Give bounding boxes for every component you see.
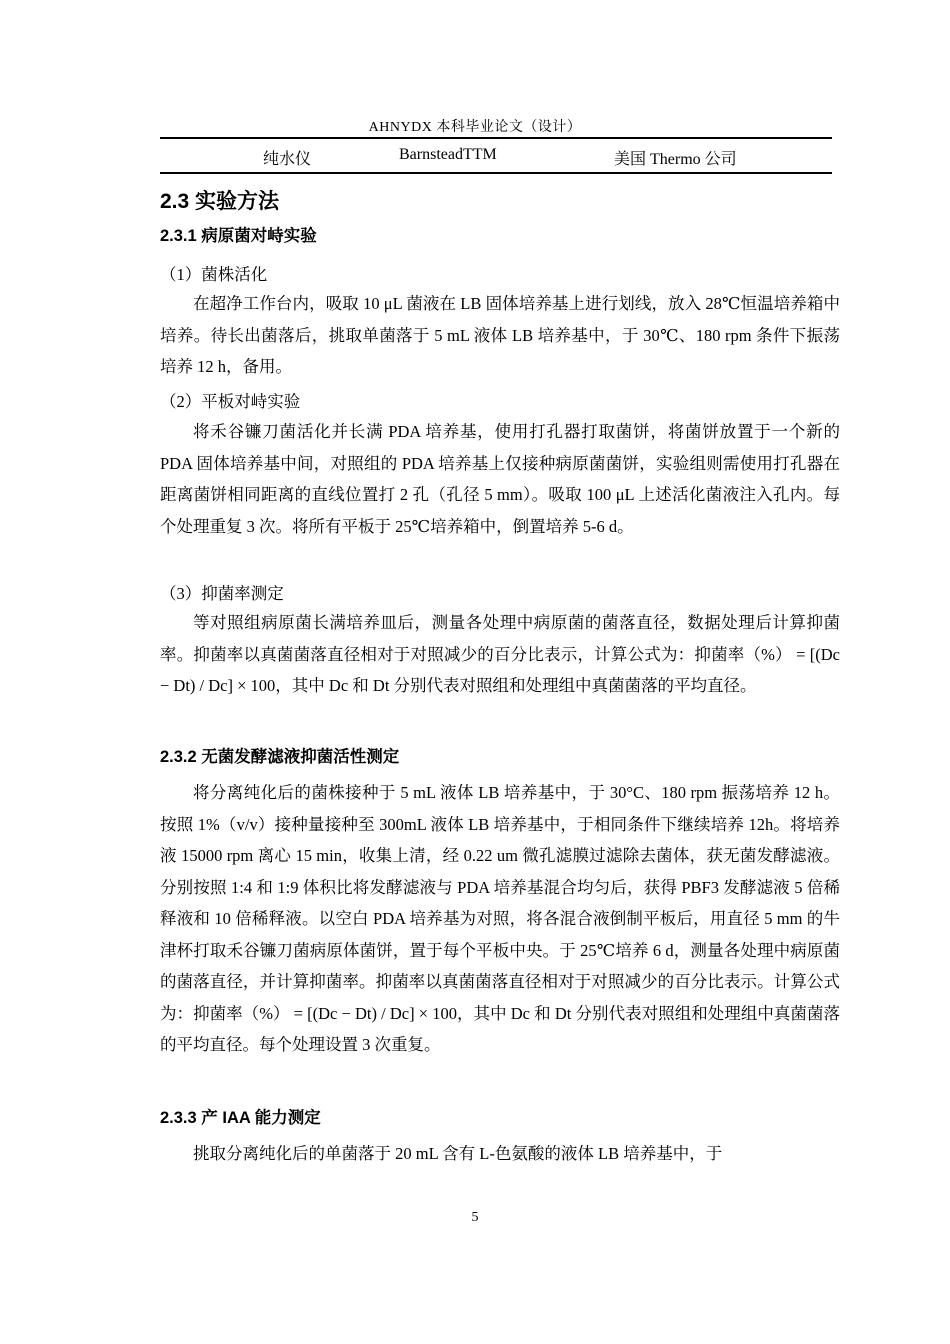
table-cell-maker: 美国 Thermo 公司 (614, 151, 737, 168)
step-3-title: （3）抑菌率测定 (160, 584, 284, 603)
header-rule (160, 137, 832, 139)
step-1-title: （1）菌株活化 (160, 265, 268, 284)
page-number: 5 (471, 1210, 479, 1225)
subsection-2-3-3-title: 2.3.3 产 IAA 能力测定 (160, 1109, 321, 1127)
subsection-2-3-3-paragraph: 挑取分离纯化后的单菌落于 20 mL 含有 L-色氨酸的液体 LB 培养基中，于 (193, 1144, 723, 1163)
subsection-2-3-1-title: 2.3.1 病原菌对峙实验 (160, 227, 317, 245)
step-2-title: （2）平板对峙实验 (160, 392, 301, 411)
page-header: AHNYDX 本科毕业论文（设计） (368, 120, 582, 135)
table-bottom-rule (160, 172, 832, 174)
subsection-2-3-2-paragraph: 将分离纯化后的菌株接种于 5 mL 液体 LB 培养基中，于 30°C、180 rpm 振荡培养 12 h。按照 1%（v/v）接种量接种至 300mL 液体 LB 培养基中，于相同条件下继续培养 12h。将培养液 15000 rpm 离心 15 min，收集上清，经 0.22 um 微孔滤膜过滤除去菌体，获无菌发酵滤液。分别按照 1:4 和 1:9 体积比将发酵滤液与 PDA 培养基混合均匀后，获得 PBF3 发酵滤液 5 倍稀释液和 10 倍稀释液。以空白 PDA 培养基为对照，将各混合液倒制平板后，用直径 5 mm 的牛津杯打取禾谷镰刀菌病原体菌饼，置于每个平板中央。于 25℃培养 6 d，测量各处理中病原菌的菌落直径，并计算抑菌率。抑菌率以真菌菌落直径相对于对照减少的百分比表示。计算公式为：抑菌率（%） = [(Dc − Dt) / Dc] × 100，其中 Dc 和 Dt 分别代表对照组和处理组中真菌菌落的平均直径。每个处理设置 3 次重复。 (160, 783, 840, 1054)
table-cell-name: 纯水仪 (263, 151, 312, 168)
step-3-paragraph: 等对照组病原菌长满培养皿后，测量各处理中病原菌的菌落直径，数据处理后计算抑菌率。抑菌率以真菌菌落直径相对于对照减少的百分比表示，计算公式为：抑菌率（%） = [(Dc − Dt) / Dc] × 100，其中 Dc 和 Dt 分别代表对照组和处理组中真菌菌落的平均直径。 (160, 613, 840, 695)
table-row (160, 146, 832, 168)
step-2-paragraph: 将禾谷镰刀菌活化并长满 PDA 培养基，使用打孔器打取菌饼，将菌饼放置于一个新的 PDA 固体培养基中间，对照组的 PDA 培养基上仅接种病原菌菌饼，实验组则需使用打孔器在距离菌饼相同距离的直线位置打 2 孔（孔径 5 mm）。吸取 100 μL 上述活化菌液注入孔内。每个处理重复 3 次。将所有平板于 25℃培养箱中，倒置培养 5-6 d。 (160, 422, 840, 536)
subsection-2-3-2-title: 2.3.2 无菌发酵滤液抑菌活性测定 (160, 748, 400, 766)
section-title: 2.3 实验方法 (160, 190, 280, 213)
step-1-paragraph: 在超净工作台内，吸取 10 μL 菌液在 LB 固体培养基上进行划线，放入 28℃恒温培养箱中培养。待长出菌落后，挑取单菌落于 5 mL 液体 LB 培养基中，于 30℃、180 rpm 条件下振荡培养 12 h，备用。 (160, 294, 840, 376)
table-cell-model: BarnsteadTTM (399, 146, 497, 163)
